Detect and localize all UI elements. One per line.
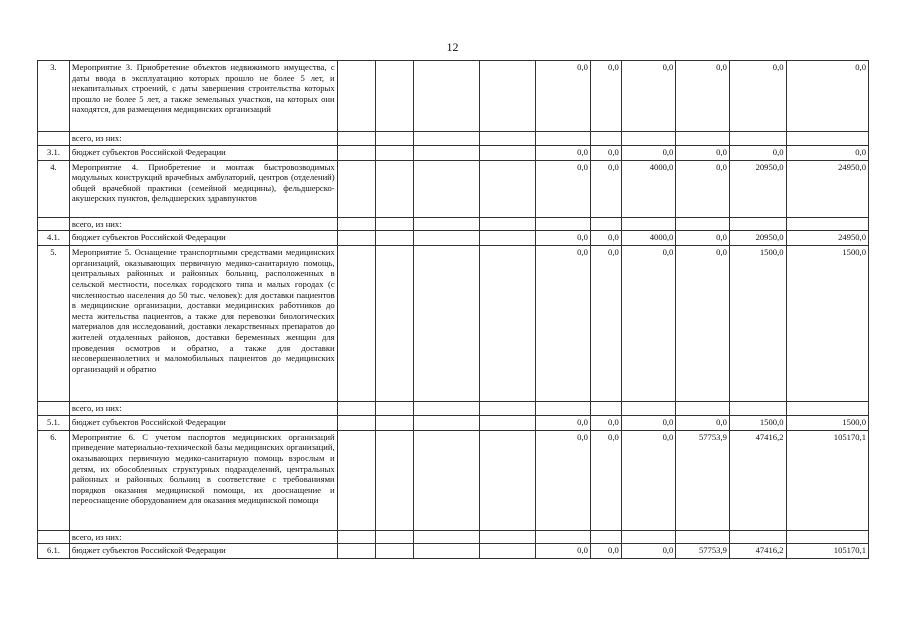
table-row-total xyxy=(38,132,869,146)
value-cell-3 xyxy=(621,530,676,544)
empty-cell xyxy=(337,61,375,132)
table-row-budget xyxy=(38,231,869,246)
value-cell-2: 0,0 xyxy=(590,61,621,132)
value-cell-5: 1500,0 xyxy=(729,246,786,402)
value-cell-6: 105170,1 xyxy=(786,430,868,530)
value-cell-1: 0,0 xyxy=(536,246,591,402)
row-number: 4. xyxy=(38,160,70,217)
empty-cell xyxy=(413,544,479,559)
value-cell-2: 0,0 xyxy=(590,145,621,160)
value-cell-4: 0,0 xyxy=(676,145,730,160)
value-cell-1: 0,0 xyxy=(536,415,591,430)
empty-cell xyxy=(413,402,479,416)
row-description: бюджет субъектов Российской Федерации xyxy=(69,544,337,559)
value-cell-4: 57753,9 xyxy=(676,544,730,559)
row-number xyxy=(38,402,70,416)
empty-cell xyxy=(375,544,413,559)
table-row-budget xyxy=(38,415,869,430)
table-row-total xyxy=(38,217,869,231)
value-cell-4: 0,0 xyxy=(676,61,730,132)
table-row-total xyxy=(38,530,869,544)
row-description: всего, из них: xyxy=(69,402,337,416)
value-cell-5 xyxy=(729,530,786,544)
empty-cell xyxy=(337,217,375,231)
row-description: бюджет субъектов Российской Федерации xyxy=(69,145,337,160)
row-description: Мероприятие 6. С учетом паспортов медицинских организаций приведение материально-технической базы медицинских организаций, оказывающих первичную медико-санитарную помощь взрослым и детям, их обособленных структурных подразделений, центральных районных и районных больниц в соответствие с требованиями порядков оказания медицинской помощи, их дооснащение и переоснащение оборудованием для оказания медицинской помощи xyxy=(69,430,337,530)
empty-cell xyxy=(413,430,479,530)
empty-cell xyxy=(479,430,536,530)
row-description: всего, из них: xyxy=(69,132,337,146)
value-cell-5: 0,0 xyxy=(729,61,786,132)
value-cell-6 xyxy=(786,402,868,416)
value-cell-6: 1500,0 xyxy=(786,415,868,430)
value-cell-3: 0,0 xyxy=(621,544,676,559)
value-cell-4 xyxy=(676,402,730,416)
value-cell-4 xyxy=(676,530,730,544)
empty-cell xyxy=(479,145,536,160)
row-number: 5.1. xyxy=(38,415,70,430)
table-row-measure xyxy=(38,246,869,402)
row-description: Мероприятие 3. Приобретение объектов недвижимого имущества, с даты ввода в эксплуатацию которых прошло не более 5 лет, и некапитальных строений, с даты завершения строительства которых прошло не более 5 лет, а также земельных участков, на которых они находятся, для размещения медицинских организаций xyxy=(69,61,337,132)
table-body xyxy=(38,61,869,559)
funding-table xyxy=(37,60,869,559)
value-cell-5: 47416,2 xyxy=(729,430,786,530)
empty-cell xyxy=(479,415,536,430)
empty-cell xyxy=(479,132,536,146)
value-cell-2 xyxy=(590,402,621,416)
empty-cell xyxy=(337,544,375,559)
row-description: всего, из них: xyxy=(69,530,337,544)
value-cell-1 xyxy=(536,530,591,544)
value-cell-5: 47416,2 xyxy=(729,544,786,559)
value-cell-2 xyxy=(590,530,621,544)
empty-cell xyxy=(375,402,413,416)
empty-cell xyxy=(337,430,375,530)
table-row-measure xyxy=(38,61,869,132)
value-cell-6: 0,0 xyxy=(786,145,868,160)
value-cell-2: 0,0 xyxy=(590,430,621,530)
row-number: 6. xyxy=(38,430,70,530)
value-cell-5 xyxy=(729,132,786,146)
value-cell-2: 0,0 xyxy=(590,544,621,559)
empty-cell xyxy=(337,160,375,217)
empty-cell xyxy=(413,530,479,544)
empty-cell xyxy=(413,231,479,246)
table-row-budget xyxy=(38,544,869,559)
value-cell-3 xyxy=(621,217,676,231)
row-description: бюджет субъектов Российской Федерации xyxy=(69,415,337,430)
value-cell-2: 0,0 xyxy=(590,231,621,246)
empty-cell xyxy=(375,132,413,146)
empty-cell xyxy=(337,231,375,246)
value-cell-6 xyxy=(786,132,868,146)
row-number xyxy=(38,217,70,231)
value-cell-6 xyxy=(786,530,868,544)
row-description: всего, из них: xyxy=(69,217,337,231)
empty-cell xyxy=(375,415,413,430)
row-description: Мероприятие 4. Приобретение и монтаж быстровозводимых модульных конструкций врачебных амбулаторий, центров (отделений) общей врачебной практики (семейной медицины), фельдшерско-акушерских пунктов, фельдшерских здравпунктов xyxy=(69,160,337,217)
value-cell-5: 0,0 xyxy=(729,145,786,160)
row-number: 3. xyxy=(38,61,70,132)
table-row-measure xyxy=(38,430,869,530)
value-cell-1: 0,0 xyxy=(536,544,591,559)
value-cell-5: 20950,0 xyxy=(729,231,786,246)
value-cell-3: 0,0 xyxy=(621,430,676,530)
empty-cell xyxy=(413,217,479,231)
empty-cell xyxy=(375,231,413,246)
row-description: бюджет субъектов Российской Федерации xyxy=(69,231,337,246)
value-cell-1 xyxy=(536,402,591,416)
row-number: 5. xyxy=(38,246,70,402)
value-cell-3: 0,0 xyxy=(621,415,676,430)
empty-cell xyxy=(375,217,413,231)
empty-cell xyxy=(375,530,413,544)
value-cell-2: 0,0 xyxy=(590,160,621,217)
empty-cell xyxy=(375,145,413,160)
value-cell-4: 0,0 xyxy=(676,160,730,217)
empty-cell xyxy=(337,246,375,402)
value-cell-2: 0,0 xyxy=(590,415,621,430)
value-cell-3: 4000,0 xyxy=(621,160,676,217)
empty-cell xyxy=(413,160,479,217)
empty-cell xyxy=(479,217,536,231)
empty-cell xyxy=(337,132,375,146)
empty-cell xyxy=(337,415,375,430)
value-cell-3: 4000,0 xyxy=(621,231,676,246)
row-number xyxy=(38,530,70,544)
value-cell-1: 0,0 xyxy=(536,231,591,246)
row-number xyxy=(38,132,70,146)
empty-cell xyxy=(413,246,479,402)
value-cell-6: 1500,0 xyxy=(786,246,868,402)
value-cell-6 xyxy=(786,217,868,231)
empty-cell xyxy=(413,145,479,160)
value-cell-4: 0,0 xyxy=(676,231,730,246)
value-cell-1 xyxy=(536,132,591,146)
page-number: 12 xyxy=(446,40,459,54)
value-cell-1: 0,0 xyxy=(536,145,591,160)
value-cell-1: 0,0 xyxy=(536,61,591,132)
empty-cell xyxy=(479,160,536,217)
value-cell-3: 0,0 xyxy=(621,145,676,160)
value-cell-4: 0,0 xyxy=(676,246,730,402)
value-cell-3 xyxy=(621,132,676,146)
empty-cell xyxy=(413,61,479,132)
empty-cell xyxy=(479,544,536,559)
value-cell-3: 0,0 xyxy=(621,61,676,132)
value-cell-1: 0,0 xyxy=(536,160,591,217)
empty-cell xyxy=(479,61,536,132)
empty-cell xyxy=(375,246,413,402)
value-cell-3 xyxy=(621,402,676,416)
row-number: 4.1. xyxy=(38,231,70,246)
value-cell-2 xyxy=(590,132,621,146)
row-description: Мероприятие 5. Оснащение транспортными средствами медицинских организаций, оказывающих первичную медико-санитарную помощь, центральных районных и районных больниц, расположенных в сельской местности, поселках городского типа и малых городах (с численностью населения до 50 тыс. человек): для доставки пациентов в медицинские организации, доставки медицинских работников до места жительства пациентов, а также для перевозки биологических материалов для исследований, доставки лекарственных препаратов до жителей отдаленных районов, доставки беременных женщин для проведения осмотров и обратно, а также для доставки несовершеннолетних и маломобильных пациентов до медицинских организаций и обратно xyxy=(69,246,337,402)
value-cell-4: 0,0 xyxy=(676,415,730,430)
value-cell-6: 105170,1 xyxy=(786,544,868,559)
value-cell-5: 20950,0 xyxy=(729,160,786,217)
value-cell-5: 1500,0 xyxy=(729,415,786,430)
value-cell-4: 57753,9 xyxy=(676,430,730,530)
empty-cell xyxy=(337,530,375,544)
value-cell-4 xyxy=(676,217,730,231)
value-cell-1 xyxy=(536,217,591,231)
empty-cell xyxy=(337,145,375,160)
empty-cell xyxy=(479,530,536,544)
row-number: 6.1. xyxy=(38,544,70,559)
empty-cell xyxy=(479,231,536,246)
value-cell-4 xyxy=(676,132,730,146)
value-cell-6: 24950,0 xyxy=(786,160,868,217)
table-row-measure xyxy=(38,160,869,217)
value-cell-6: 24950,0 xyxy=(786,231,868,246)
empty-cell xyxy=(479,246,536,402)
value-cell-3: 0,0 xyxy=(621,246,676,402)
value-cell-5 xyxy=(729,217,786,231)
table-row-budget xyxy=(38,145,869,160)
empty-cell xyxy=(337,402,375,416)
table-row-total xyxy=(38,402,869,416)
row-number: 3.1. xyxy=(38,145,70,160)
value-cell-6: 0,0 xyxy=(786,61,868,132)
value-cell-2 xyxy=(590,217,621,231)
empty-cell xyxy=(375,61,413,132)
empty-cell xyxy=(375,430,413,530)
empty-cell xyxy=(413,132,479,146)
empty-cell xyxy=(413,415,479,430)
value-cell-2: 0,0 xyxy=(590,246,621,402)
empty-cell xyxy=(375,160,413,217)
value-cell-5 xyxy=(729,402,786,416)
empty-cell xyxy=(479,402,536,416)
value-cell-1: 0,0 xyxy=(536,430,591,530)
